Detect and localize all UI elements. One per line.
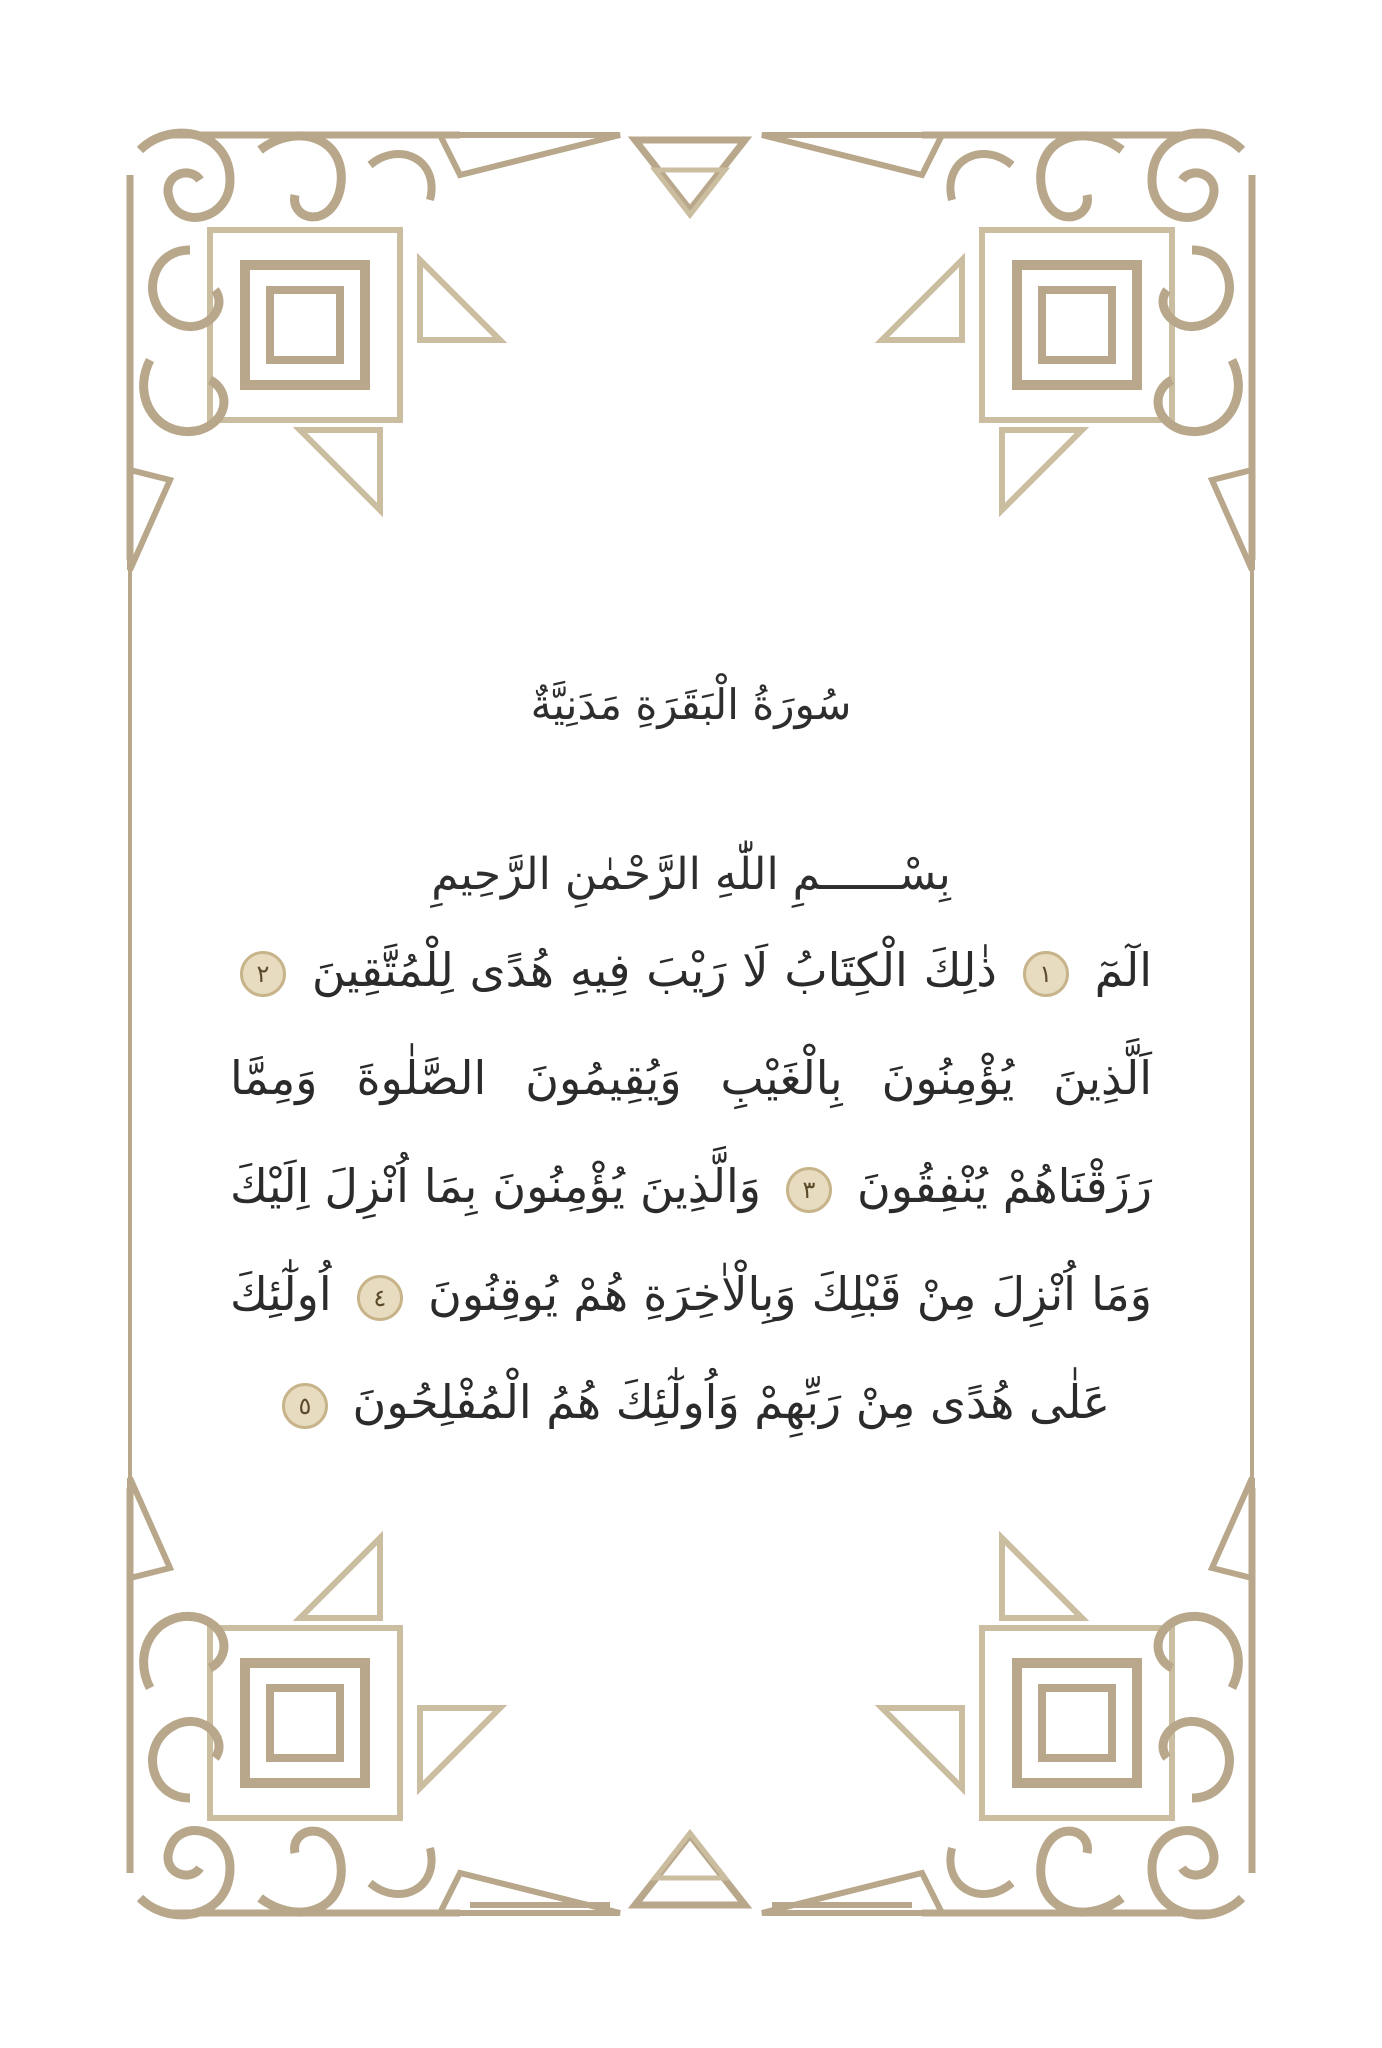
verse-text: الٓمٓ	[1094, 943, 1153, 997]
top-chevron-ornament	[470, 135, 912, 215]
verse-text: اُولٰٓئِكَ عَلٰى هُدًى مِنْ رَبِّهِمْ وَاُولٰٓئِكَ هُمُ الْمُفْلِحُونَ	[230, 1267, 1111, 1429]
verse-number-medallion: ٥	[282, 1383, 328, 1429]
verse-number-medallion: ٢	[240, 951, 286, 997]
basmala: بِسْــــــمِ اللّٰهِ الرَّحْمٰنِ الرَّحِيمِ	[431, 849, 951, 900]
corner-ornament-top-right	[762, 133, 1252, 570]
verses-block	[230, 916, 1152, 1456]
corner-ornament-bottom-left	[130, 1478, 620, 1915]
corner-ornament-bottom-right	[762, 1478, 1252, 1915]
verse-number-medallion: ٤	[357, 1275, 403, 1321]
verse-number-medallion: ١	[1023, 951, 1069, 997]
verse-text: وَالَّذِينَ يُؤْمِنُونَ بِمَا اُنْزِلَ اِلَيْكَ وَمَا اُنْزِلَ مِنْ قَبْلِكَ وَبِالْاٰخِرَةِ هُمْ يُوقِنُونَ	[230, 1159, 1153, 1321]
corner-ornament-top-left	[130, 133, 620, 570]
verse-text: ذٰلِكَ الْكِتَابُ لَا رَيْبَ فِيهِ هُدًى لِلْمُتَّقِينَ	[311, 943, 997, 997]
surah-title: سُورَةُ الْبَقَرَةِ مَدَنِيَّةٌ	[530, 680, 852, 729]
quran-text-block	[230, 640, 1152, 1456]
verse-number-medallion: ٣	[786, 1167, 832, 1213]
verse-text: اَلَّذِينَ يُؤْمِنُونَ بِالْغَيْبِ وَيُقِيمُونَ الصَّلٰوةَ وَمِمَّا رَزَقْنَاهُمْ يُنْفِقُونَ	[230, 1051, 1152, 1213]
